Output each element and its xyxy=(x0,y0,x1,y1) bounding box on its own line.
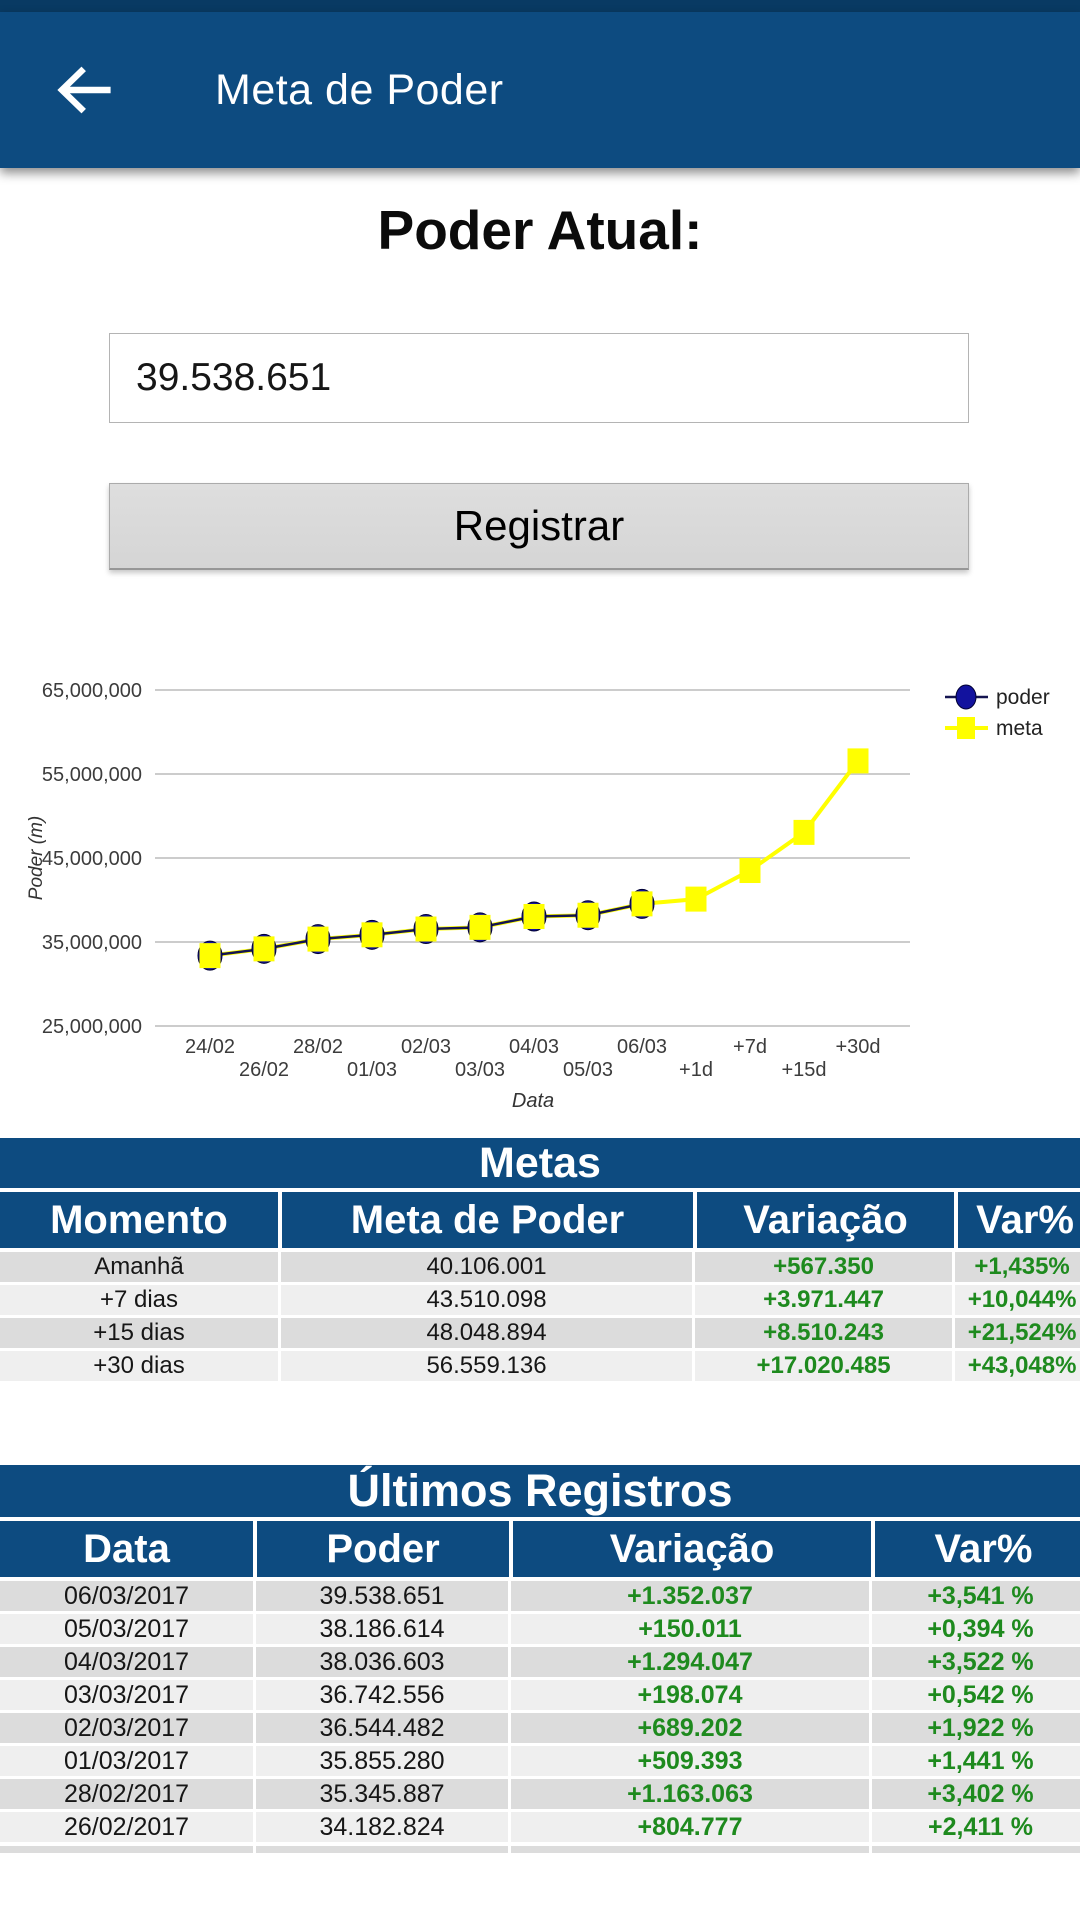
table-row xyxy=(0,1252,1080,1282)
table-cell: +1.352.037 xyxy=(511,1581,869,1611)
metas-table xyxy=(0,1138,1080,1384)
table-cell: 43.510.098 xyxy=(281,1285,692,1315)
table-header-cell: Variação xyxy=(697,1192,954,1248)
legend-label: meta xyxy=(996,717,1043,740)
table-header-cell: Data xyxy=(0,1521,253,1577)
table-cell: +1.163.063 xyxy=(511,1779,869,1809)
table-cell: 06/03/2017 xyxy=(0,1581,253,1611)
table-cell: 04/03/2017 xyxy=(0,1647,253,1677)
metas-table-body xyxy=(0,1252,1080,1381)
legend-poder-marker xyxy=(956,685,976,709)
table-cell: +30 dias xyxy=(0,1351,278,1381)
y-axis-title: Poder (m) xyxy=(26,815,47,901)
table-header-cell: Var% xyxy=(958,1192,1080,1248)
table-row xyxy=(0,1285,1080,1315)
app-bar xyxy=(0,12,1080,168)
table-header-cell: Poder xyxy=(257,1521,509,1577)
table-row xyxy=(0,1318,1080,1348)
table-row xyxy=(0,1351,1080,1381)
meta-marker xyxy=(524,904,545,929)
table-cell: 03/03/2017 xyxy=(0,1680,253,1710)
table-cell: +7 dias xyxy=(0,1285,278,1315)
table-cell: +3,522 % xyxy=(872,1647,1080,1677)
table-cell: +1,435% xyxy=(955,1252,1080,1282)
table-cell: +43,048% xyxy=(955,1351,1080,1381)
table-cell: +15 dias xyxy=(0,1318,278,1348)
table-cell xyxy=(0,1846,253,1853)
meta-marker xyxy=(578,903,599,928)
table-cell xyxy=(511,1846,869,1853)
meta-marker xyxy=(740,858,761,883)
table-cell: 02/03/2017 xyxy=(0,1713,253,1743)
registros-table-body xyxy=(0,1581,1080,1842)
table-cell: 36.544.482 xyxy=(256,1713,508,1743)
x-axis-title: Data xyxy=(511,1090,555,1112)
meta-marker xyxy=(848,748,869,773)
meta-marker xyxy=(200,943,221,968)
registros-table-header-row xyxy=(0,1521,1080,1577)
x-tick-label: 06/03 xyxy=(616,1036,668,1058)
meta-marker xyxy=(362,922,383,947)
status-bar xyxy=(0,0,1080,12)
table-header-cell: Var% xyxy=(875,1521,1080,1577)
table-cell: +804.777 xyxy=(511,1812,869,1842)
chart-svg xyxy=(0,635,1080,1125)
table-cell: 40.106.001 xyxy=(281,1252,692,1282)
table-cell: +3.971.447 xyxy=(695,1285,952,1315)
partial-table-row xyxy=(0,1846,1080,1853)
table-cell: +1,441 % xyxy=(872,1746,1080,1776)
table-cell: Amanhã xyxy=(0,1252,278,1282)
registros-table xyxy=(0,1465,1080,1845)
table-cell: 38.036.603 xyxy=(256,1647,508,1677)
y-tick-label: 55,000,000 xyxy=(41,764,142,786)
table-row xyxy=(0,1779,1080,1809)
table-cell xyxy=(872,1846,1080,1853)
table-cell: +21,524% xyxy=(955,1318,1080,1348)
table-cell: +2,411 % xyxy=(872,1812,1080,1842)
x-tick-label: 05/03 xyxy=(562,1059,614,1081)
meta-marker xyxy=(254,936,275,961)
table-cell: 01/03/2017 xyxy=(0,1746,253,1776)
table-cell: +198.074 xyxy=(511,1680,869,1710)
table-cell: 35.345.887 xyxy=(256,1779,508,1809)
table-cell: +567.350 xyxy=(695,1252,952,1282)
table-header-cell: Variação xyxy=(513,1521,871,1577)
back-button[interactable] xyxy=(50,55,120,125)
table-cell xyxy=(256,1846,508,1853)
table-cell: +1,922 % xyxy=(872,1713,1080,1743)
page-title: Meta de Poder xyxy=(215,65,504,114)
y-tick-label: 25,000,000 xyxy=(41,1016,142,1038)
table-cell: 48.048.894 xyxy=(281,1318,692,1348)
table-cell: 35.855.280 xyxy=(256,1746,508,1776)
x-tick-label: 24/02 xyxy=(184,1036,236,1058)
legend-meta-marker xyxy=(957,717,975,739)
power-chart xyxy=(0,635,1080,1125)
y-tick-label: 65,000,000 xyxy=(41,680,142,702)
table-cell: 39.538.651 xyxy=(256,1581,508,1611)
x-tick-label: 04/03 xyxy=(508,1036,560,1058)
x-tick-label: 03/03 xyxy=(454,1059,506,1081)
meta-marker xyxy=(686,887,707,912)
legend-label: poder xyxy=(996,686,1050,709)
table-cell: 38.186.614 xyxy=(256,1614,508,1644)
x-tick-label: +15d xyxy=(781,1059,827,1081)
y-tick-label: 35,000,000 xyxy=(41,932,142,954)
x-tick-label: 26/02 xyxy=(238,1059,290,1081)
table-cell: +150.011 xyxy=(511,1614,869,1644)
meta-marker xyxy=(794,820,815,845)
register-button[interactable]: Registrar xyxy=(109,483,969,570)
x-tick-label: 02/03 xyxy=(400,1036,452,1058)
table-cell: +3,541 % xyxy=(872,1581,1080,1611)
x-tick-label: +7d xyxy=(733,1036,767,1058)
table-header-cell: Momento xyxy=(0,1192,278,1248)
table-row xyxy=(0,1647,1080,1677)
table-cell: +509.393 xyxy=(511,1746,869,1776)
table-row xyxy=(0,1812,1080,1842)
x-tick-label: 01/03 xyxy=(346,1059,398,1081)
table-cell: 26/02/2017 xyxy=(0,1812,253,1842)
table-cell: 56.559.136 xyxy=(281,1351,692,1381)
meta-marker xyxy=(632,891,653,916)
table-cell: +0,542 % xyxy=(872,1680,1080,1710)
table-header-cell: Meta de Poder xyxy=(282,1192,693,1248)
table-row xyxy=(0,1614,1080,1644)
table-cell: 36.742.556 xyxy=(256,1680,508,1710)
table-cell: 34.182.824 xyxy=(256,1812,508,1842)
table-cell: 28/02/2017 xyxy=(0,1779,253,1809)
meta-marker xyxy=(416,917,437,942)
table-cell: +8.510.243 xyxy=(695,1318,952,1348)
table-cell: +1.294.047 xyxy=(511,1647,869,1677)
table-row xyxy=(0,1581,1080,1611)
metas-table-title: Metas xyxy=(0,1138,1080,1188)
table-cell: +17.020.485 xyxy=(695,1351,952,1381)
metas-table-header-row xyxy=(0,1192,1080,1248)
power-input[interactable] xyxy=(109,333,969,423)
registros-table-title: Últimos Registros xyxy=(0,1465,1080,1517)
meta-marker xyxy=(308,927,329,952)
table-row xyxy=(0,1746,1080,1776)
x-tick-label: +30d xyxy=(835,1036,881,1058)
x-tick-label: 28/02 xyxy=(292,1036,344,1058)
table-cell: +3,402 % xyxy=(872,1779,1080,1809)
x-tick-label: +1d xyxy=(679,1059,713,1081)
table-cell: +10,044% xyxy=(955,1285,1080,1315)
table-row xyxy=(0,1680,1080,1710)
table-cell: 05/03/2017 xyxy=(0,1614,253,1644)
meta-marker xyxy=(470,915,491,940)
table-cell: +689.202 xyxy=(511,1713,869,1743)
arrow-left-icon xyxy=(53,58,117,122)
y-tick-label: 45,000,000 xyxy=(41,848,142,870)
current-power-heading: Poder Atual: xyxy=(377,199,703,261)
table-row xyxy=(0,1713,1080,1743)
table-cell: +0,394 % xyxy=(872,1614,1080,1644)
